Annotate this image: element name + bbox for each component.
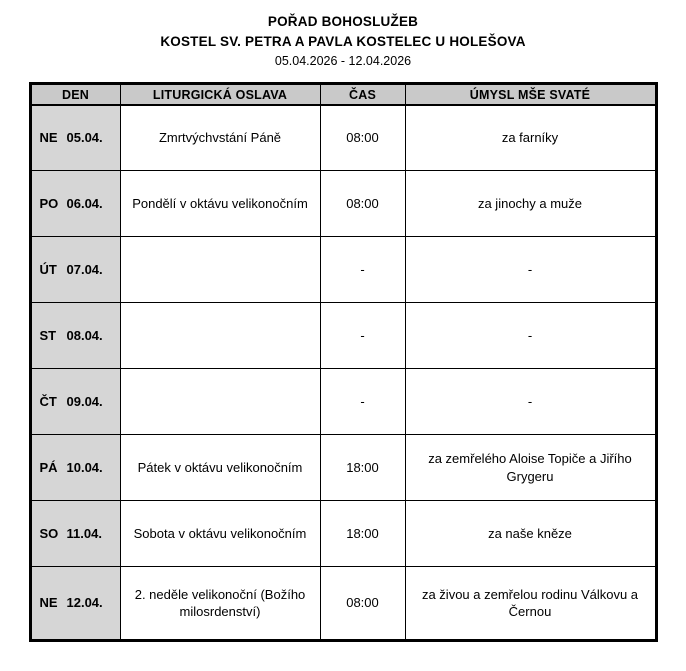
time-cell: - [320, 369, 405, 435]
intention-cell: za zemřelého Aloise Topiče a Jiřího Grygeru [405, 435, 656, 501]
celebration-cell: Sobota v oktávu velikonočním [120, 501, 320, 567]
celebration-cell: Pátek v oktávu velikonočním [120, 435, 320, 501]
table-row [30, 105, 656, 171]
table-row [30, 303, 656, 369]
table-row [30, 567, 656, 641]
intention-cell: - [405, 303, 656, 369]
day-cell [30, 303, 120, 369]
celebration-cell: Pondělí v oktávu velikonočním [120, 171, 320, 237]
day-cell [30, 501, 120, 567]
column-header-intention: ÚMYSL MŠE SVATÉ [405, 84, 656, 105]
day-date: 12.04. [66, 595, 103, 611]
celebration-cell [120, 237, 320, 303]
time-cell: 08:00 [320, 567, 405, 641]
table-header [30, 84, 656, 105]
table-row [30, 171, 656, 237]
celebration-cell: 2. neděle velikonoční (Božího milosrdenství) [120, 567, 320, 641]
day-date: 05.04. [66, 130, 103, 146]
day-date: 08.04. [66, 327, 103, 343]
document-header [0, 12, 686, 70]
day-abbr: NE [39, 595, 58, 611]
time-cell: 08:00 [320, 171, 405, 237]
day-abbr: ČT [39, 393, 57, 409]
time-cell: 18:00 [320, 435, 405, 501]
day-date: 11.04. [66, 525, 102, 541]
table-row [30, 369, 656, 435]
church-name: KOSTEL SV. PETRA A PAVLA KOSTELEC U HOLEŠOVA [160, 33, 526, 49]
header-row [30, 84, 656, 105]
celebration-cell [120, 369, 320, 435]
table-row [30, 501, 656, 567]
day-cell [30, 435, 120, 501]
schedule-table [29, 82, 658, 642]
table-row [30, 435, 656, 501]
time-cell: 18:00 [320, 501, 405, 567]
day-date: 06.04. [66, 195, 103, 211]
day-cell [30, 171, 120, 237]
intention-cell: - [405, 369, 656, 435]
time-cell: 08:00 [320, 105, 405, 171]
day-date: 10.04. [66, 459, 103, 475]
day-cell [30, 369, 120, 435]
day-date: 09.04. [66, 393, 103, 409]
intention-cell: za živou a zemřelou rodinu Válkovu a Černou [405, 567, 656, 641]
day-abbr: NE [39, 130, 58, 146]
column-header-celebration: LITURGICKÁ OSLAVA [120, 84, 320, 105]
time-cell: - [320, 303, 405, 369]
document-title: POŘAD BOHOSLUŽEB [267, 14, 419, 29]
celebration-cell: Zmrtvýchvstání Páně [120, 105, 320, 171]
day-cell [30, 105, 120, 171]
time-cell: - [320, 237, 405, 303]
column-header-time: ČAS [320, 84, 405, 105]
day-abbr: PO [39, 195, 59, 211]
intention-cell: za farníky [405, 105, 656, 171]
intention-cell: za jinochy a muže [405, 171, 656, 237]
day-cell [30, 237, 120, 303]
intention-cell: za naše kněze [405, 501, 656, 567]
day-cell [30, 567, 120, 641]
day-abbr: ÚT [39, 261, 57, 277]
celebration-cell [120, 303, 320, 369]
day-abbr: PÁ [39, 459, 58, 475]
intention-cell: - [405, 237, 656, 303]
day-date: 07.04. [66, 261, 103, 277]
day-abbr: ST [39, 327, 57, 343]
table-row [30, 237, 656, 303]
day-abbr: SO [39, 525, 59, 541]
date-range: 05.04.2026 - 12.04.2026 [274, 54, 412, 69]
column-header-day: DEN [30, 84, 120, 105]
